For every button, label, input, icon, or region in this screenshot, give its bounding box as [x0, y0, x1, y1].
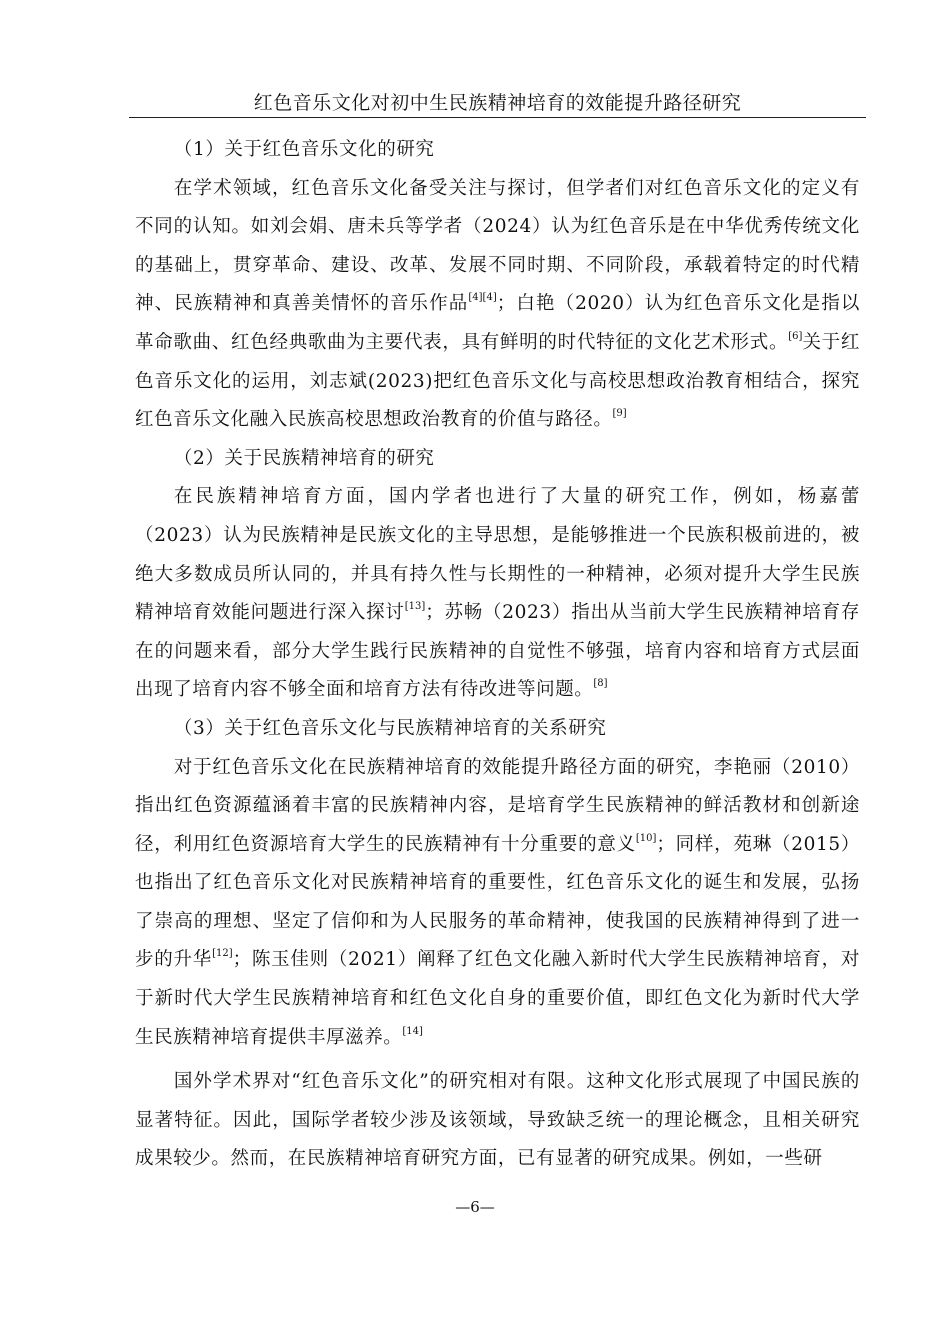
- header-divider: [129, 117, 866, 118]
- citation-ref: [13]: [404, 601, 426, 613]
- citation-ref: [9]: [612, 408, 627, 420]
- paragraph-text: ；白艳（2020）认为红色音乐文化是指以革命歌曲、红色经典歌曲为主要代表，具有鲜明的时代特征的文化艺术形式。: [135, 293, 860, 353]
- document-body: [135, 131, 860, 1179]
- paragraph-text: ；陈玉佳则（2021）阐释了红色文化融入新时代大学生民族精神培育，对于新时代大学生民族精神培育和红色文化自身的重要价值，即红色文化为新时代大学生民族精神培育提供丰厚滋养。: [135, 949, 860, 1048]
- section-heading-national-spirit: （2）关于民族精神培育的研究: [173, 447, 435, 469]
- paragraph-text: 在民族精神培育方面，国内学者也进行了大量的研究工作，例如，杨嘉蕾（2023）认为民族精神是民族文化的主导思想，是能够推进一个民族积极前进的，被绝大多数成员所认同的，并具有持久性与长期性的一种精神，必须对提升大学生民族精神培育效能问题进行深入探讨: [135, 486, 860, 624]
- citation-ref: [6]: [788, 330, 803, 342]
- citation-ref: [14]: [402, 1025, 423, 1037]
- citation-ref: [4][4]: [468, 292, 497, 304]
- citation-ref: [8]: [593, 678, 608, 690]
- paragraph-foreign-research: 国外学术界对“红色音乐文化”的研究相对有限。这种文化形式展现了中国民族的显著特征。因此，国际学者较少涉及该领域，导致缺乏统一的理论概念，且相关研究成果较少。然而，在民族精神培育研究方面，已有显著的研究成果。例如，一些研: [135, 1071, 860, 1170]
- section-heading-red-music: （1）关于红色音乐文化的研究: [173, 139, 435, 160]
- paragraph-red-music-research: [135, 170, 860, 440]
- page-number: —6—: [455, 1198, 495, 1216]
- citation-ref: [12]: [212, 948, 233, 960]
- section-heading-relationship: （3）关于红色音乐文化与民族精神培育的关系研究: [173, 717, 607, 739]
- paragraph-text: ；苏畅（2023）指出从当前大学生民族精神培育存在的问题来看，部分大学生践行民族精神的自觉性不够强，培育内容和培育方式层面出现了培育内容不够全面和培育方法有待改进等问题。: [135, 602, 860, 701]
- paragraph-text: ；同样，苑琳（2015）也指出了红色音乐文化对民族精神培育的重要性，红色音乐文化的诞生和发展，弘扬了崇高的理想、坚定了信仰和为人民服务的革命精神，使我国的民族精神得到了进一步的升华: [135, 833, 860, 971]
- paragraph-relationship-research: [135, 749, 860, 1058]
- paragraph-text: 在学术领域，红色音乐文化备受关注与探讨，但学者们对红色音乐文化的定义有不同的认知。如刘会娟、唐未兵等学者（2024）认为红色音乐是在中华优秀传统文化的基础上，贯穿革命、建设、改革、发展不同时期、不同阶段，承载着特定的时代精神、民族精神和真善美情怀的音乐作品: [135, 177, 860, 315]
- paragraph-text: 对于红色音乐文化在民族精神培育的效能提升路径方面的研究，李艳丽（2010）指出红色资源蕴涵着丰富的民族精神内容，是培育学生民族精神的鲜活教材和创新途径，利用红色资源培育大学生的民族精神有十分重要的意义: [135, 756, 860, 855]
- running-header: 红色音乐文化对初中生民族精神培育的效能提升路径研究: [253, 92, 742, 114]
- citation-ref: [10]: [635, 832, 657, 844]
- paragraph-text: 关于红色音乐文化的运用，刘志斌(2023)把红色音乐文化与高校思想政治教育相结合，探究红色音乐文化融入民族高校思想政治教育的价值与路径。: [135, 331, 860, 431]
- paragraph-national-spirit-research: [135, 478, 860, 710]
